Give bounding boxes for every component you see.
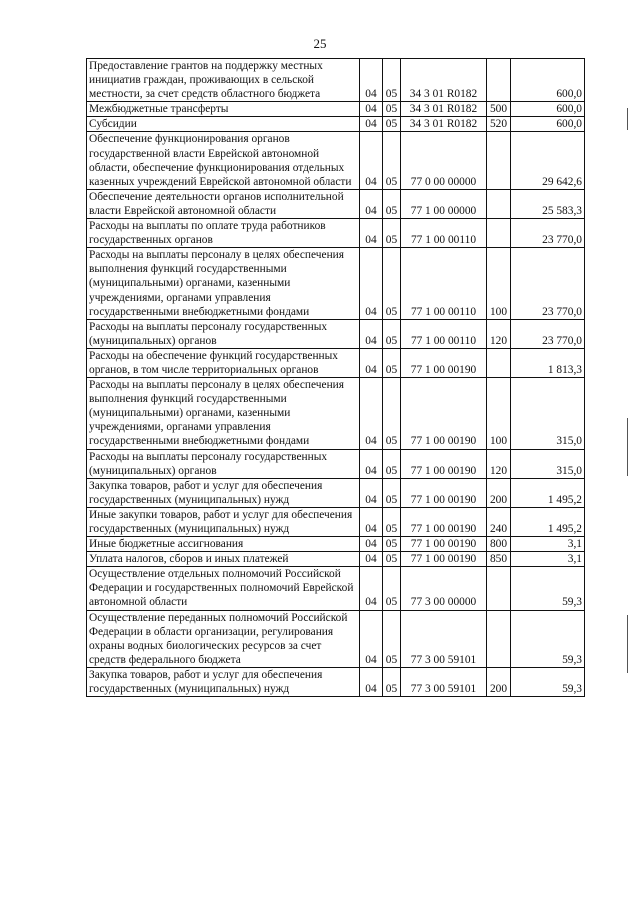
expense-type-code [487,348,511,377]
target-article-code: 34 3 01 R0182 [401,102,487,117]
table-row [87,667,585,696]
section-code: 04 [360,610,383,667]
row-name: Предоставление грантов на поддержку местных инициатив граждан, проживающих в сельской местности, за счет средств областного бюджета [87,59,360,102]
target-article-code: 77 1 00 00110 [401,219,487,248]
section-code: 04 [360,552,383,567]
section-code: 04 [360,248,383,319]
expense-type-code: 520 [487,117,511,132]
target-article-code: 77 0 00 00000 [401,132,487,189]
margin-mark [627,418,628,476]
table-row [87,189,585,218]
section-code: 04 [360,507,383,536]
target-article-code: 77 1 00 00190 [401,552,487,567]
amount: 315,0 [511,449,585,478]
table-row [87,478,585,507]
expense-type-code: 240 [487,507,511,536]
margin-mark [627,615,628,673]
row-name: Обеспечение деятельности органов исполнительной власти Еврейской автономной области [87,189,360,218]
amount: 23 770,0 [511,248,585,319]
subsection-code: 05 [383,248,401,319]
subsection-code: 05 [383,348,401,377]
section-code: 04 [360,59,383,102]
section-code: 04 [360,132,383,189]
section-code: 04 [360,567,383,610]
section-code: 04 [360,449,383,478]
table-row [87,117,585,132]
table-row [87,378,585,449]
row-name: Расходы на выплаты персоналу в целях обеспечения выполнения функций государственными (муниципальными) органами, казенными учреждениями, органами управления государственными внебюджетными фондами [87,248,360,319]
subsection-code: 05 [383,219,401,248]
table-row [87,132,585,189]
expense-type-code: 800 [487,537,511,552]
table-row [87,552,585,567]
amount: 59,3 [511,610,585,667]
expense-type-code [487,610,511,667]
subsection-code: 05 [383,378,401,449]
page-number: 25 [313,36,327,51]
target-article-code: 77 1 00 00190 [401,449,487,478]
expense-type-code: 120 [487,449,511,478]
subsection-code: 05 [383,449,401,478]
target-article-code: 77 1 00 00190 [401,348,487,377]
margin-mark [627,108,628,130]
table-row [87,507,585,536]
subsection-code: 05 [383,102,401,117]
table-row [87,248,585,319]
amount: 59,3 [511,667,585,696]
target-article-code: 34 3 01 R0182 [401,59,487,102]
row-name: Иные закупки товаров, работ и услуг для обеспечения государственных (муниципальных) нужд [87,507,360,536]
table-row [87,59,585,102]
row-name: Расходы на обеспечение функций государственных органов, в том числе территориальных органов [87,348,360,377]
subsection-code: 05 [383,567,401,610]
table-row [87,610,585,667]
subsection-code: 05 [383,59,401,102]
amount: 25 583,3 [511,189,585,218]
subsection-code: 05 [383,552,401,567]
section-code: 04 [360,537,383,552]
subsection-code: 05 [383,117,401,132]
row-name: Субсидии [87,117,360,132]
row-name: Закупка товаров, работ и услуг для обеспечения государственных (муниципальных) нужд [87,667,360,696]
subsection-code: 05 [383,610,401,667]
row-name: Уплата налогов, сборов и иных платежей [87,552,360,567]
section-code: 04 [360,102,383,117]
subsection-code: 05 [383,132,401,189]
budget-table [86,58,585,697]
amount: 315,0 [511,378,585,449]
row-name: Осуществление отдельных полномочий Российской Федерации и государственных полномочий Еврейской автономной области [87,567,360,610]
table-row [87,567,585,610]
target-article-code: 34 3 01 R0182 [401,117,487,132]
amount: 23 770,0 [511,219,585,248]
table-row [87,537,585,552]
row-name: Обеспечение функционирования органов государственной власти Еврейской автономной области, обеспечение функционирования отдельных казенных учреждений Еврейской автономной области [87,132,360,189]
target-article-code: 77 1 00 00110 [401,319,487,348]
table-row [87,449,585,478]
subsection-code: 05 [383,478,401,507]
amount: 29 642,6 [511,132,585,189]
expense-type-code [487,219,511,248]
budget-table-body [87,59,585,697]
amount: 3,1 [511,552,585,567]
expense-type-code: 500 [487,102,511,117]
expense-type-code: 200 [487,667,511,696]
target-article-code: 77 1 00 00190 [401,378,487,449]
row-name: Расходы на выплаты персоналу государственных (муниципальных) органов [87,319,360,348]
amount: 1 813,3 [511,348,585,377]
expense-type-code: 100 [487,248,511,319]
section-code: 04 [360,478,383,507]
target-article-code: 77 1 00 00000 [401,189,487,218]
expense-type-code [487,59,511,102]
row-name: Межбюджетные трансферты [87,102,360,117]
expense-type-code: 850 [487,552,511,567]
row-name: Расходы на выплаты по оплате труда работников государственных органов [87,219,360,248]
subsection-code: 05 [383,189,401,218]
subsection-code: 05 [383,537,401,552]
amount: 1 495,2 [511,478,585,507]
section-code: 04 [360,189,383,218]
expense-type-code [487,189,511,218]
table-row [87,102,585,117]
amount: 600,0 [511,59,585,102]
amount: 59,3 [511,567,585,610]
table-row [87,219,585,248]
section-code: 04 [360,219,383,248]
target-article-code: 77 1 00 00190 [401,478,487,507]
row-name: Иные бюджетные ассигнования [87,537,360,552]
section-code: 04 [360,117,383,132]
subsection-code: 05 [383,507,401,536]
amount: 600,0 [511,117,585,132]
row-name: Закупка товаров, работ и услуг для обеспечения государственных (муниципальных) нужд [87,478,360,507]
target-article-code: 77 1 00 00190 [401,537,487,552]
target-article-code: 77 3 00 59101 [401,610,487,667]
expense-type-code: 200 [487,478,511,507]
row-name: Осуществление переданных полномочий Российской Федерации в области организации, регулирования охраны водных биологических ресурсов за счет средств федерального бюджета [87,610,360,667]
expense-type-code [487,132,511,189]
target-article-code: 77 3 00 59101 [401,667,487,696]
expense-type-code: 120 [487,319,511,348]
amount: 1 495,2 [511,507,585,536]
section-code: 04 [360,319,383,348]
target-article-code: 77 1 00 00110 [401,248,487,319]
table-row [87,319,585,348]
subsection-code: 05 [383,667,401,696]
subsection-code: 05 [383,319,401,348]
target-article-code: 77 3 00 00000 [401,567,487,610]
expense-type-code [487,567,511,610]
section-code: 04 [360,667,383,696]
section-code: 04 [360,378,383,449]
target-article-code: 77 1 00 00190 [401,507,487,536]
amount: 600,0 [511,102,585,117]
amount: 23 770,0 [511,319,585,348]
row-name: Расходы на выплаты персоналу государственных (муниципальных) органов [87,449,360,478]
section-code: 04 [360,348,383,377]
amount: 3,1 [511,537,585,552]
row-name: Расходы на выплаты персоналу в целях обеспечения выполнения функций государственными (муниципальными) органами, казенными учреждениями, органами управления государственными внебюджетными фондами [87,378,360,449]
table-row [87,348,585,377]
expense-type-code: 100 [487,378,511,449]
